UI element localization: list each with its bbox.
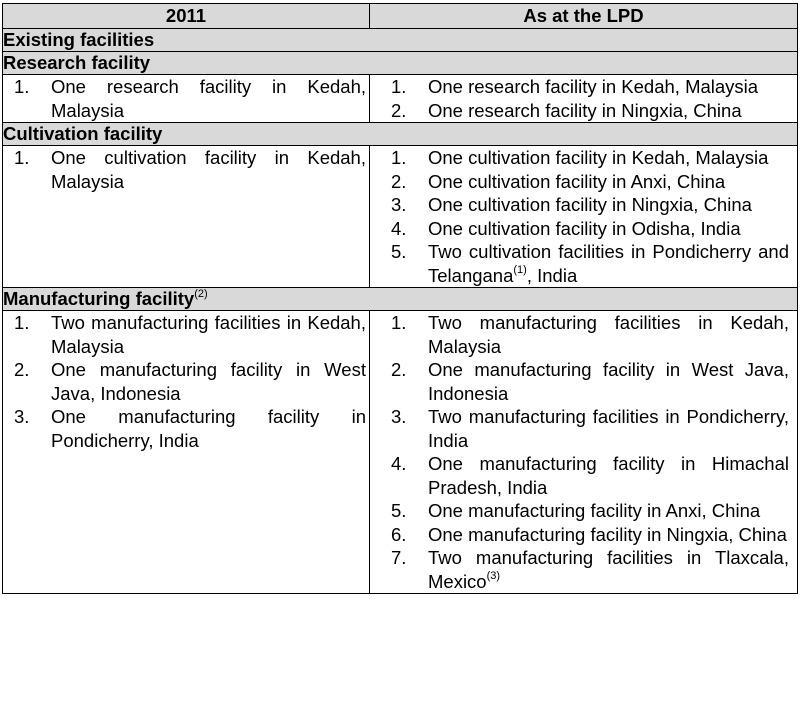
- item-number: 5.: [391, 241, 407, 262]
- research-2011-list: [3, 75, 369, 122]
- table-row-manufacturing: [3, 311, 798, 594]
- section-title-existing: Existing facilities: [3, 29, 798, 52]
- list-item: [370, 311, 797, 358]
- list-item: [370, 405, 797, 452]
- item-text: [428, 240, 797, 287]
- list-item: [3, 358, 369, 405]
- item-text: One manufacturing facility in Anxi, China: [428, 500, 761, 521]
- item-text: One research facility in Ningxia, China: [428, 99, 742, 121]
- item-text: One cultivation facility in Kedah, Malaysia: [428, 147, 769, 168]
- item-number: 6.: [391, 523, 407, 545]
- item-number: 1.: [391, 312, 407, 333]
- list-item: [370, 170, 797, 194]
- header-2011: 2011: [3, 4, 370, 29]
- section-row-cultivation: [3, 123, 798, 146]
- item-number: 3.: [391, 194, 407, 215]
- footnote-marker: (1): [513, 264, 527, 277]
- list-item: [370, 146, 797, 170]
- section-title-cultivation: Cultivation facility: [3, 123, 798, 146]
- header-row: [3, 4, 798, 29]
- item-text: One manufacturing facility in Ningxia, China: [428, 523, 787, 545]
- item-number: 7.: [391, 547, 407, 568]
- manufacturing-lpd-list: [370, 311, 797, 593]
- table-row-cultivation: [3, 146, 798, 288]
- list-item: [370, 358, 797, 405]
- research-lpd-cell: [370, 75, 798, 123]
- item-number: 5.: [391, 500, 407, 521]
- cultivation-lpd-cell: [370, 146, 798, 288]
- section-title-manufacturing: [3, 288, 798, 311]
- item-number: 1.: [391, 76, 407, 97]
- item-number: 2.: [391, 359, 407, 380]
- research-2011-cell: [3, 75, 370, 123]
- section-row-manufacturing: [3, 288, 798, 311]
- cultivation-2011-list: [3, 146, 369, 193]
- list-item: [370, 99, 797, 123]
- list-item: [370, 523, 797, 547]
- item-text: One cultivation facility in Odisha, India: [428, 217, 741, 239]
- item-text: Two manufacturing facilities in Pondicherry, India: [428, 406, 789, 451]
- item-text-main: Two manufacturing facilities in Tlaxcala, Mexico: [428, 547, 789, 592]
- facilities-table: [2, 3, 798, 594]
- section-title-research: Research facility: [3, 52, 798, 75]
- item-number: 4.: [391, 453, 407, 474]
- section-row-research: [3, 52, 798, 75]
- item-text: [428, 546, 797, 593]
- item-text: One cultivation facility in Anxi, China: [428, 170, 726, 192]
- item-number: 1.: [391, 147, 407, 168]
- item-text: One manufacturing facility in West Java, Indonesia: [51, 359, 366, 404]
- research-lpd-list: [370, 75, 797, 122]
- cultivation-2011-cell: [3, 146, 370, 288]
- item-text: Two manufacturing facilities in Kedah, Malaysia: [51, 312, 366, 357]
- item-number: 1.: [14, 76, 30, 97]
- list-item: [3, 405, 369, 452]
- item-text: One research facility in Kedah, Malaysia: [428, 76, 759, 97]
- manufacturing-2011-list: [3, 311, 369, 452]
- item-text: One cultivation facility in Kedah, Malaysia: [51, 147, 366, 192]
- item-text: One manufacturing facility in West Java, Indonesia: [428, 359, 789, 404]
- cultivation-lpd-list: [370, 146, 797, 287]
- item-text: One manufacturing facility in Pondicherry, India: [51, 406, 366, 451]
- manufacturing-2011-cell: [3, 311, 370, 594]
- item-text-tail: , India: [526, 264, 578, 286]
- item-number: 2.: [391, 99, 407, 121]
- section-row-existing: [3, 29, 798, 52]
- header-as-at-lpd: As at the LPD: [370, 4, 798, 29]
- footnote-marker: (2): [194, 287, 208, 300]
- item-number: 1.: [14, 147, 30, 168]
- item-text: Two manufacturing facilities in Kedah, Malaysia: [428, 312, 789, 357]
- list-item: [370, 75, 797, 99]
- item-number: 3.: [14, 406, 30, 427]
- manufacturing-lpd-cell: [370, 311, 798, 594]
- item-text: One research facility in Kedah, Malaysia: [51, 76, 366, 121]
- list-item: [370, 452, 797, 499]
- list-item: [370, 240, 797, 287]
- footnote-marker: (3): [486, 570, 501, 583]
- list-item: [3, 75, 369, 122]
- item-number: 2.: [391, 170, 407, 192]
- list-item: [370, 546, 797, 593]
- list-item: [3, 146, 369, 193]
- list-item: [370, 193, 797, 217]
- item-number: 2.: [14, 359, 30, 380]
- list-item: [370, 217, 797, 241]
- item-text: One manufacturing facility in Himachal Pradesh, India: [428, 453, 789, 498]
- list-item: [370, 499, 797, 523]
- list-item: [3, 311, 369, 358]
- item-number: 4.: [391, 217, 407, 239]
- item-number: 1.: [14, 312, 30, 333]
- section-title-text: Manufacturing facility: [3, 288, 195, 309]
- item-text-main: Two cultivation facilities in Pondicherry and Telangana: [428, 241, 789, 286]
- item-number: 3.: [391, 406, 407, 427]
- item-text: One cultivation facility in Ningxia, China: [428, 194, 752, 215]
- table-row-research: [3, 75, 798, 123]
